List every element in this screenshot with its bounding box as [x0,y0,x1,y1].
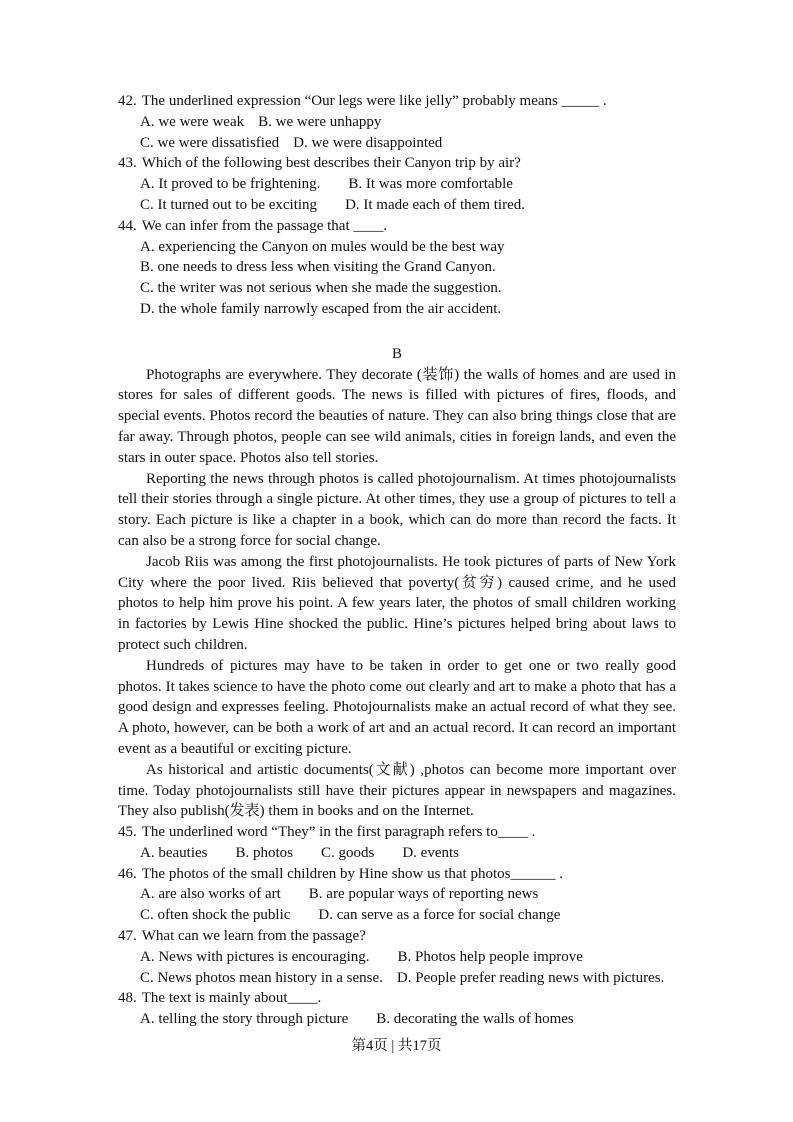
question-number: 45. [118,824,137,841]
question-option: B. photos [235,844,293,861]
option-line [118,968,676,989]
reading-passage [118,365,676,823]
option-line [118,133,676,154]
question-48 [118,988,676,1030]
question-option: C. we were dissatisfied [140,134,280,151]
passage-paragraph: Hundreds of pictures may have to be taken in order to get one or two really good photos. It takes science to have the photo come out clearly and art to make a photo that has a good design and expresses feeling. Photojournalists make an actual record of what they see. A photo, however, can be both a work of art and an actual record. It can record an important event as a beautiful or exciting picture. [118,657,676,757]
question-option: A. are also works of art [140,886,281,903]
question-42 [118,91,676,153]
option-line [118,278,676,299]
question-number: 47. [118,928,137,945]
question-text: The underlined word “They” in the first paragraph refers to____ . [141,824,536,841]
option-line [118,1009,676,1030]
question-option: B. It was more comfortable [348,176,513,193]
question-option: A. News with pictures is encouraging. [140,948,370,965]
question-option: B. Photos help people improve [397,948,583,965]
question-option: A. It proved to be frightening. [140,176,321,193]
question-text: What can we learn from the passage? [141,928,366,945]
question-stem [118,216,676,237]
question-number: 44. [118,217,137,234]
section-header-b: B [391,345,402,362]
question-stem [118,153,676,174]
option-line [118,905,676,926]
option-line [118,174,676,195]
option-line [118,947,676,968]
question-option: C. News photos mean history in a sense. [140,969,383,986]
option-line [118,299,676,320]
question-stem [118,988,676,1009]
question-number: 48. [118,990,137,1007]
question-option: C. the writer was not serious when she made the suggestion. [140,280,502,297]
question-44 [118,216,676,320]
option-line [118,257,676,278]
question-option: B. one needs to dress less when visiting the Grand Canyon. [140,259,496,276]
question-option: B. are popular ways of reporting news [308,886,539,903]
question-option: A. experiencing the Canyon on mules would be the best way [140,238,505,255]
question-option: B. we were unhappy [258,113,382,130]
question-text: The text is mainly about____. [141,990,322,1007]
question-45 [118,822,676,864]
question-option: C. goods [321,844,375,861]
page-content [118,91,676,1030]
option-line [118,195,676,216]
question-option: B. decorating the walls of homes [376,1011,574,1028]
question-number: 46. [118,865,137,882]
question-option: C. often shock the public [140,907,291,924]
question-option: C. It turned out to be exciting [140,196,318,213]
question-option: A. beauties [140,844,208,861]
question-43 [118,153,676,215]
option-line [118,112,676,133]
question-text: The photos of the small children by Hine show us that photos______ . [141,865,563,882]
question-option: D. we were disappointed [293,134,443,151]
passage-paragraph: Reporting the news through photos is called photojournalism. At times photojournalists tell their stories through a single picture. At other times, they use a group of pictures to tell a story. Each picture is like a chapter in a book, which can do more than record the facts. It can also be a strong force for social change. [118,470,676,549]
question-option: D. the whole family narrowly escaped from the air accident. [140,300,502,317]
option-line [118,884,676,905]
passage-paragraph: Jacob Riis was among the first photojournalists. He took pictures of parts of New York City where the poor lived. Riis believed that poverty(贫穷) caused crime, and he used photos to help him prove his point. A few years later, the photos of small children working in factories by Lewis Hine shocked the public. Hine’s pictures helped bring about laws to protect such children. [118,553,676,653]
page-footer: 第4页 | 共17页 [351,1038,442,1054]
question-text: The underlined expression “Our legs were like jelly” probably means _____ . [141,93,607,109]
option-line [118,843,676,864]
question-stem [118,926,676,947]
question-stem [118,822,676,843]
question-stem [118,91,676,112]
question-text: Which of the following best describes their Canyon trip by air? [141,155,521,172]
question-option: D. People prefer reading news with pictures. [396,969,665,986]
question-number: 43. [118,155,137,172]
question-46 [118,864,676,926]
question-text: We can infer from the passage that ____. [141,217,388,234]
question-option: D. It made each of them tired. [345,196,525,213]
passage-paragraph: As historical and artistic documents(文献) ,photos can become more important over time. Today photojournalists still have their pictures appear in newspapers and magazines. They also publish(发表) them in books and on the Internet. [118,761,676,820]
option-line [118,237,676,258]
question-option: D. can serve as a force for social change [318,907,561,924]
question-47 [118,926,676,988]
question-stem [118,864,676,885]
question-option: D. events [402,844,459,861]
passage-paragraph: Photographs are everywhere. They decorate (装饰) the walls of homes and are used in stores for sales of different goods. The news is filled with pictures of fires, floods, and special events. Photos record the beauties of nature. They can also bring things close that are far away. Through photos, people can see wild animals, cities in foreign lands, and even the stars in outer space. Photos also tell stories. [118,366,676,466]
question-option: A. telling the story through picture [140,1011,349,1028]
question-option: A. we were weak [140,113,245,130]
question-number: 42. [118,93,137,109]
